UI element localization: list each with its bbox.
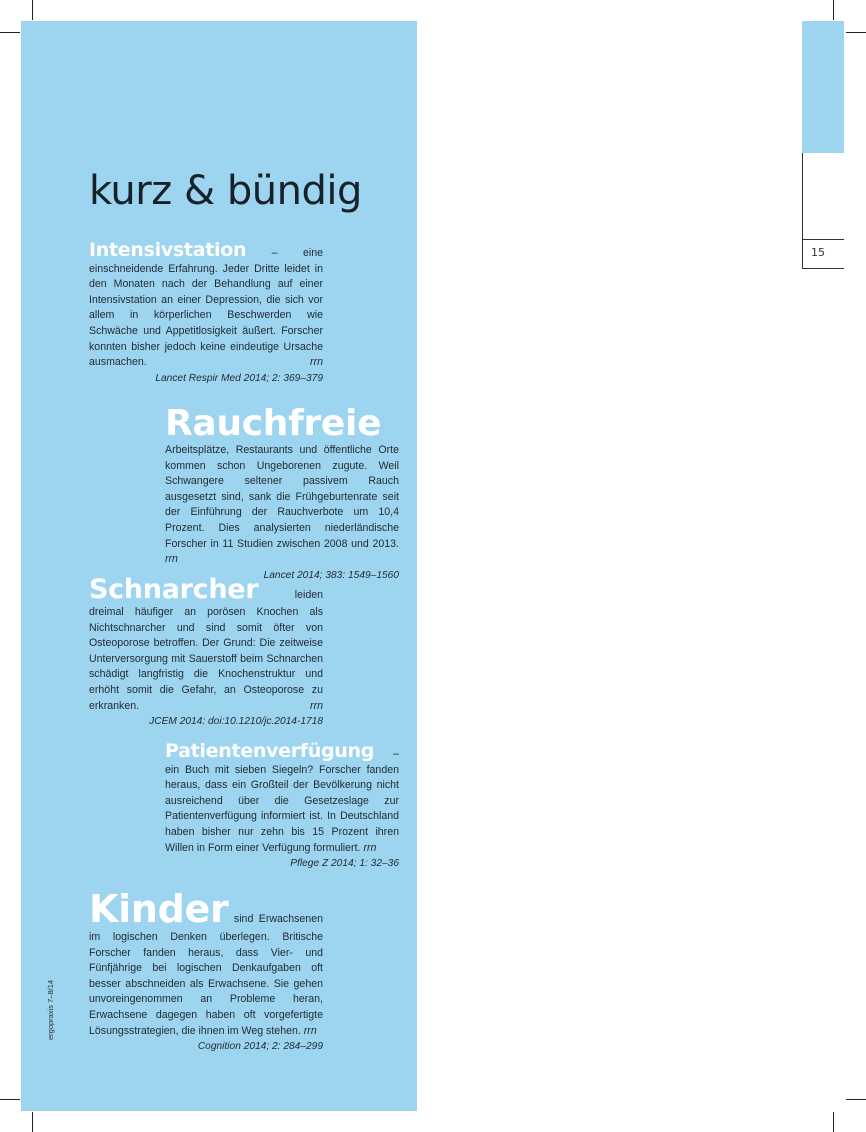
article-text: Arbeitsplätze, Restaurants und öffentliche Orte kommen schon Ungeborenen zugute. Weil Schwangere seltener passivem Rauch ausgesetzt sind, sank die Frühgeburtenrate seit der Einführung der Rauchverbote um 10,4 Prozent. Dies analysierten niederländische Forscher in 11 Studien zwischen 2008 und 2013. bbox=[165, 444, 399, 550]
crop-mark bbox=[833, 0, 834, 20]
article-citation: Lancet 2014; 383: 1549–1560 bbox=[263, 569, 399, 581]
article-intensivstation bbox=[89, 239, 323, 387]
crop-mark bbox=[32, 0, 33, 20]
crop-mark bbox=[32, 1112, 33, 1132]
article-schnarcher bbox=[89, 575, 323, 730]
tab-divider bbox=[802, 268, 844, 269]
article-citation: Pflege Z 2014; 1: 32–36 bbox=[290, 858, 399, 870]
article-author: rrn bbox=[363, 841, 377, 854]
page-number: 15 bbox=[811, 246, 825, 259]
article-patientenverfuegung bbox=[165, 740, 399, 872]
crop-mark bbox=[0, 32, 20, 33]
tab-divider bbox=[802, 239, 844, 240]
crop-mark bbox=[846, 32, 866, 33]
article-text: – eine einschneidende Erfahrung. Jeder Dritte leidet in den Monaten nach der Behandlung auf einer Intensivstation an einer Depression, die sich vor allem in körperlichen Beschwerden wie Schwäche und Appetitlosigkeit äußert. Forscher konnten bisher jedoch keine eindeutige Ursache ausmachen. bbox=[89, 247, 323, 369]
crop-mark bbox=[0, 1099, 20, 1100]
article-text: leiden dreimal häufiger an porösen Knochen als Nichtschnarcher und sind somit öfter von Osteoporose betroffen. Der Grund: Die zeitweise Unterversorgung mit Sauerstoff beim Schnarchen schädigt langfristig die Knochenstruktur und erhöht somit die Gefahr, an Osteoporose zu erkranken. bbox=[89, 589, 323, 712]
article-author: rrn bbox=[310, 356, 323, 369]
article-author: rrn bbox=[303, 1024, 317, 1037]
article-keyword: Patientenverfügung bbox=[165, 740, 375, 762]
article-rauchfreie bbox=[165, 405, 399, 584]
article-citation: Cognition 2014; 2: 284–299 bbox=[197, 1041, 323, 1053]
article-kinder bbox=[89, 888, 323, 1055]
article-keyword: Rauchfreie bbox=[165, 403, 382, 444]
article-keyword: Kinder bbox=[89, 887, 229, 931]
article-citation: JCEM 2014: doi:10.1210/jc.2014-1718 bbox=[149, 716, 323, 728]
journal-issue-label: ergopraxis 7–8/14 bbox=[46, 979, 55, 1040]
page-title: kurz & bündig bbox=[89, 168, 362, 214]
article-text: – ein Buch mit sieben Siegeln? Forscher fanden heraus, dass ein Großteil der Bevölkerung nicht ausreichend über die Gesetzeslage zur Patientenverfügung informiert ist. In Deutschland haben bisher nur zehn bis 15 Prozent ihren Willen in Form einer Verfügung formuliert. bbox=[165, 748, 399, 854]
crop-mark bbox=[833, 1112, 834, 1132]
crop-mark bbox=[846, 1099, 866, 1100]
section-tab bbox=[802, 21, 844, 153]
article-keyword: Schnarcher bbox=[89, 574, 259, 605]
article-keyword: Intensivstation bbox=[89, 239, 247, 261]
article-citation: Lancet Respir Med 2014; 2: 369–379 bbox=[155, 372, 323, 384]
tab-divider bbox=[802, 153, 803, 268]
article-author: rrn bbox=[310, 699, 323, 712]
article-text: sind Erwachsenen im logischen Denken überlegen. Britische Forscher fanden heraus, dass Vier- und Fünfjährige bei logischen Denkaufgaben oft besser abschneiden als Erwachsene. Sie gehen unvoreingenommen an Probleme heran, Erwachsene dagegen haben oft vorgefertigte Lösungsstrategien, die ihnen im Weg stehen. bbox=[89, 913, 323, 1037]
article-author: rrn bbox=[165, 553, 178, 566]
